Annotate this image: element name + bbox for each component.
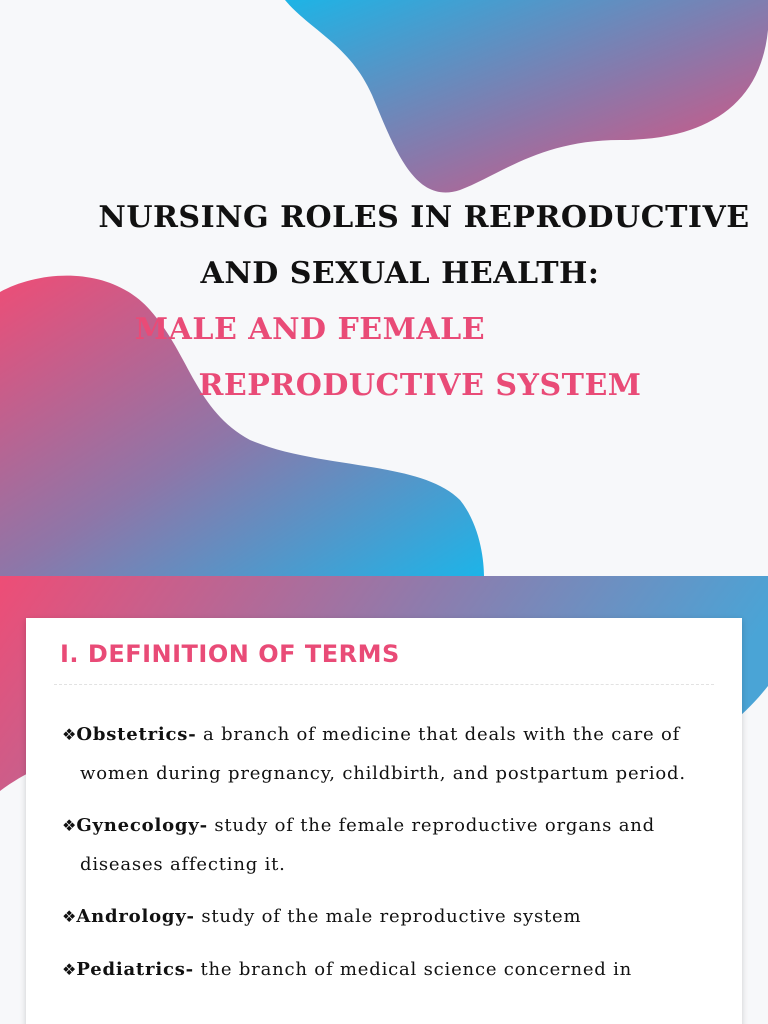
definition-item xyxy=(62,951,722,990)
diamond-bullet-icon: ❖ xyxy=(62,725,77,744)
diamond-bullet-icon: ❖ xyxy=(62,959,77,979)
section-heading: I. DEFINITION OF TERMS xyxy=(60,640,400,668)
definition-item xyxy=(62,716,722,793)
slide-subtitle xyxy=(80,302,760,414)
definition-item xyxy=(62,807,722,884)
definitions-slide xyxy=(0,576,768,1024)
definition-text: study of the male reproductive system xyxy=(194,906,582,927)
heading-divider xyxy=(54,684,714,685)
subtitle-line-1: MALE AND FEMALE xyxy=(134,312,486,347)
subtitle-line-2: REPRODUCTIVE SYSTEM xyxy=(198,368,642,403)
title-line-2: AND SEXUAL HEALTH: xyxy=(200,256,600,291)
slide-title xyxy=(40,190,760,302)
definition-text: a branch of medicine that deals with the care of women during pregnancy, childbirth, and postpartum period. xyxy=(80,724,686,784)
title-line-1: NURSING ROLES IN REPRODUCTIVE xyxy=(98,200,750,235)
diamond-bullet-icon: ❖ xyxy=(62,907,77,926)
definition-term: Pediatrics- xyxy=(76,958,194,980)
definitions-list xyxy=(62,716,722,1003)
definition-text: the branch of medical science concerned in xyxy=(193,958,633,980)
definition-item xyxy=(62,898,722,937)
definition-term: Andrology- xyxy=(76,906,195,927)
top-blob xyxy=(285,0,768,193)
definition-term: Gynecology- xyxy=(76,815,208,836)
definitions-card xyxy=(26,618,742,1024)
definition-text: study of the female reproductive organs and diseases affecting it. xyxy=(80,815,655,875)
diamond-bullet-icon: ❖ xyxy=(62,816,77,835)
definition-term: Obstetrics- xyxy=(76,724,197,745)
